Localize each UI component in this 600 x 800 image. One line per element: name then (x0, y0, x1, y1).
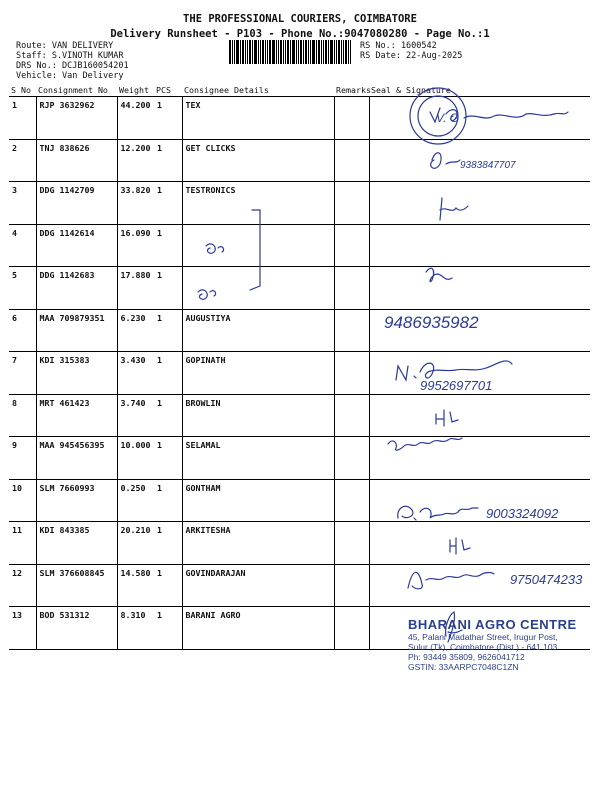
cell-signature (369, 309, 590, 352)
r12-phone-hand: 9750474233 (510, 572, 583, 587)
cell-remarks (334, 607, 369, 650)
cell-sno: 3 (9, 182, 36, 225)
table-row (9, 564, 590, 607)
cell-weight: 20.210 (117, 522, 154, 565)
r6-phone-hand: 9486935982 (384, 313, 479, 332)
cell-consignee: GOPINATH (182, 352, 334, 395)
cell-pcs: 1 (154, 97, 182, 140)
cell-pcs: 1 (154, 224, 182, 267)
cell-consignment: MRT 461423 (36, 394, 117, 437)
table-row (9, 182, 590, 225)
cell-weight: 3.430 (117, 352, 154, 395)
rs-no-text: RS No.: 1600542 (360, 41, 437, 51)
cell-consignment: DDG 1142709 (36, 182, 117, 225)
cell-consignee: BARANI AGRO (182, 607, 334, 650)
cell-sno: 1 (9, 97, 36, 140)
cell-consignee: GET CLICKS (182, 139, 334, 182)
cell-pcs: 1 (154, 394, 182, 437)
stamp-line2: Sulur (Tk), Coimbatore (Dist.) - 641 103 (408, 642, 558, 652)
cell-sno: 8 (9, 394, 36, 437)
table-row (9, 224, 590, 267)
cell-remarks (334, 394, 369, 437)
cell-sno: 12 (9, 564, 36, 607)
table-row (9, 522, 590, 565)
cell-signature (369, 522, 590, 565)
cell-sno: 5 (9, 267, 36, 310)
r1-name-hand: V. G (436, 111, 460, 125)
cell-remarks (334, 352, 369, 395)
cell-signature (369, 224, 590, 267)
cell-pcs: 1 (154, 479, 182, 522)
cell-pcs: 1 (154, 352, 182, 395)
cell-weight: 44.200 (117, 97, 154, 140)
col-weight: Weight (117, 84, 154, 97)
stamp-line3: Ph: 93449 35809, 9626041712 (408, 652, 525, 662)
table-header (9, 84, 590, 97)
route-text: Route: VAN DELIVERY (16, 41, 114, 51)
cell-consignee: AUGUSTIYA (182, 309, 334, 352)
table-row (9, 437, 590, 480)
cell-consignee: ARKITESHA (182, 522, 334, 565)
cell-weight: 6.230 (117, 309, 154, 352)
cell-weight: 16.090 (117, 224, 154, 267)
cell-signature (369, 139, 590, 182)
col-sno: S No (9, 84, 36, 97)
runsheet-table (9, 84, 590, 650)
cell-signature (369, 97, 590, 140)
cell-sno: 7 (9, 352, 36, 395)
cell-remarks (334, 309, 369, 352)
cell-pcs: 1 (154, 607, 182, 650)
cell-consignment: SLM 376608845 (36, 564, 117, 607)
table-row (9, 267, 590, 310)
cell-signature (369, 267, 590, 310)
stamp-line4: GSTIN: 33AARPC7048C1ZN (408, 662, 519, 672)
cell-sno: 11 (9, 522, 36, 565)
cell-consignee: BROWLIN (182, 394, 334, 437)
col-signature: Seal & Signature (369, 84, 590, 97)
cell-sno: 4 (9, 224, 36, 267)
cell-remarks (334, 437, 369, 480)
col-consignment: Consignment No (36, 84, 117, 97)
company-title: THE PROFESSIONAL COURIERS, COIMBATORE (183, 13, 417, 25)
cell-weight: 12.200 (117, 139, 154, 182)
cell-pcs: 1 (154, 309, 182, 352)
vehicle-text: Vehicle: Van Delivery (16, 71, 124, 81)
meta-right (360, 41, 462, 61)
cell-remarks (334, 267, 369, 310)
col-pcs: PCS (154, 84, 182, 97)
cell-consignee: GOVINDARAJAN (182, 564, 334, 607)
cell-signature (369, 394, 590, 437)
table-row (9, 394, 590, 437)
cell-pcs: 1 (154, 139, 182, 182)
cell-remarks (334, 564, 369, 607)
cell-consignment: MAA 709879351 (36, 309, 117, 352)
table-row (9, 352, 590, 395)
r2-phone-hand: 9383847707 (460, 160, 516, 171)
cell-weight: 8.310 (117, 607, 154, 650)
r11-phone-hand: 9003324092 (486, 506, 559, 521)
cell-consignee: TESTRONICS (182, 182, 334, 225)
cell-consignment: RJP 3632962 (36, 97, 117, 140)
cell-signature (369, 479, 590, 522)
table-row (9, 139, 590, 182)
col-consignee: Consignee Details (182, 84, 334, 97)
meta-left (16, 41, 129, 81)
table-row (9, 309, 590, 352)
cell-consignment: TNJ 838626 (36, 139, 117, 182)
company-stamp (408, 617, 578, 672)
table-row (9, 479, 590, 522)
cell-remarks (334, 182, 369, 225)
cell-sno: 6 (9, 309, 36, 352)
cell-signature (369, 437, 590, 480)
cell-remarks (334, 97, 369, 140)
cell-consignment: DDG 1142614 (36, 224, 117, 267)
cell-weight: 10.000 (117, 437, 154, 480)
cell-weight: 14.580 (117, 564, 154, 607)
cell-weight: 17.880 (117, 267, 154, 310)
cell-sno: 9 (9, 437, 36, 480)
r7-phone-hand: 9952697701 (420, 378, 493, 393)
cell-sno: 10 (9, 479, 36, 522)
cell-pcs: 1 (154, 564, 182, 607)
cell-pcs: 1 (154, 267, 182, 310)
cell-sno: 2 (9, 139, 36, 182)
cell-remarks (334, 479, 369, 522)
cell-weight: 33.820 (117, 182, 154, 225)
cell-weight: 3.740 (117, 394, 154, 437)
cell-pcs: 1 (154, 182, 182, 225)
table-row (9, 97, 590, 140)
cell-consignment: DDG 1142683 (36, 267, 117, 310)
cell-consignee (182, 267, 334, 310)
stamp-name: BHARANI AGRO CENTRE (408, 617, 577, 632)
cell-consignment: MAA 945456395 (36, 437, 117, 480)
rs-date-text: RS Date: 22-Aug-2025 (360, 51, 463, 61)
staff-text: Staff: S.VINOTH KUMAR (16, 51, 124, 61)
drs-text: DRS No.: DCJB160054201 (16, 61, 129, 71)
cell-pcs: 1 (154, 522, 182, 565)
cell-sno: 13 (9, 607, 36, 650)
col-remarks: Remarks (336, 85, 371, 95)
cell-signature (369, 182, 590, 225)
cell-consignment: KDI 315383 (36, 352, 117, 395)
cell-consignee: TEX (182, 97, 334, 140)
cell-remarks (334, 139, 369, 182)
cell-remarks (334, 522, 369, 565)
cell-pcs: 1 (154, 437, 182, 480)
cell-consignee: GONTHAM (182, 479, 334, 522)
cell-consignment: BOD 531312 (36, 607, 117, 650)
runsheet-subtitle: Delivery Runsheet - P103 - Phone No.:9047080280 - Page No.:1 (110, 28, 490, 40)
cell-consignment: SLM 7660993 (36, 479, 117, 522)
stamp-line1: 45, Palani Madathar Street, Irugur Post, (408, 632, 558, 642)
cell-consignee (182, 224, 334, 267)
cell-signature (369, 564, 590, 607)
cell-consignment: KDI 843385 (36, 522, 117, 565)
barcode (229, 40, 356, 64)
cell-signature (369, 352, 590, 395)
cell-remarks (334, 224, 369, 267)
cell-consignee: SELAMAL (182, 437, 334, 480)
cell-weight: 0.250 (117, 479, 154, 522)
